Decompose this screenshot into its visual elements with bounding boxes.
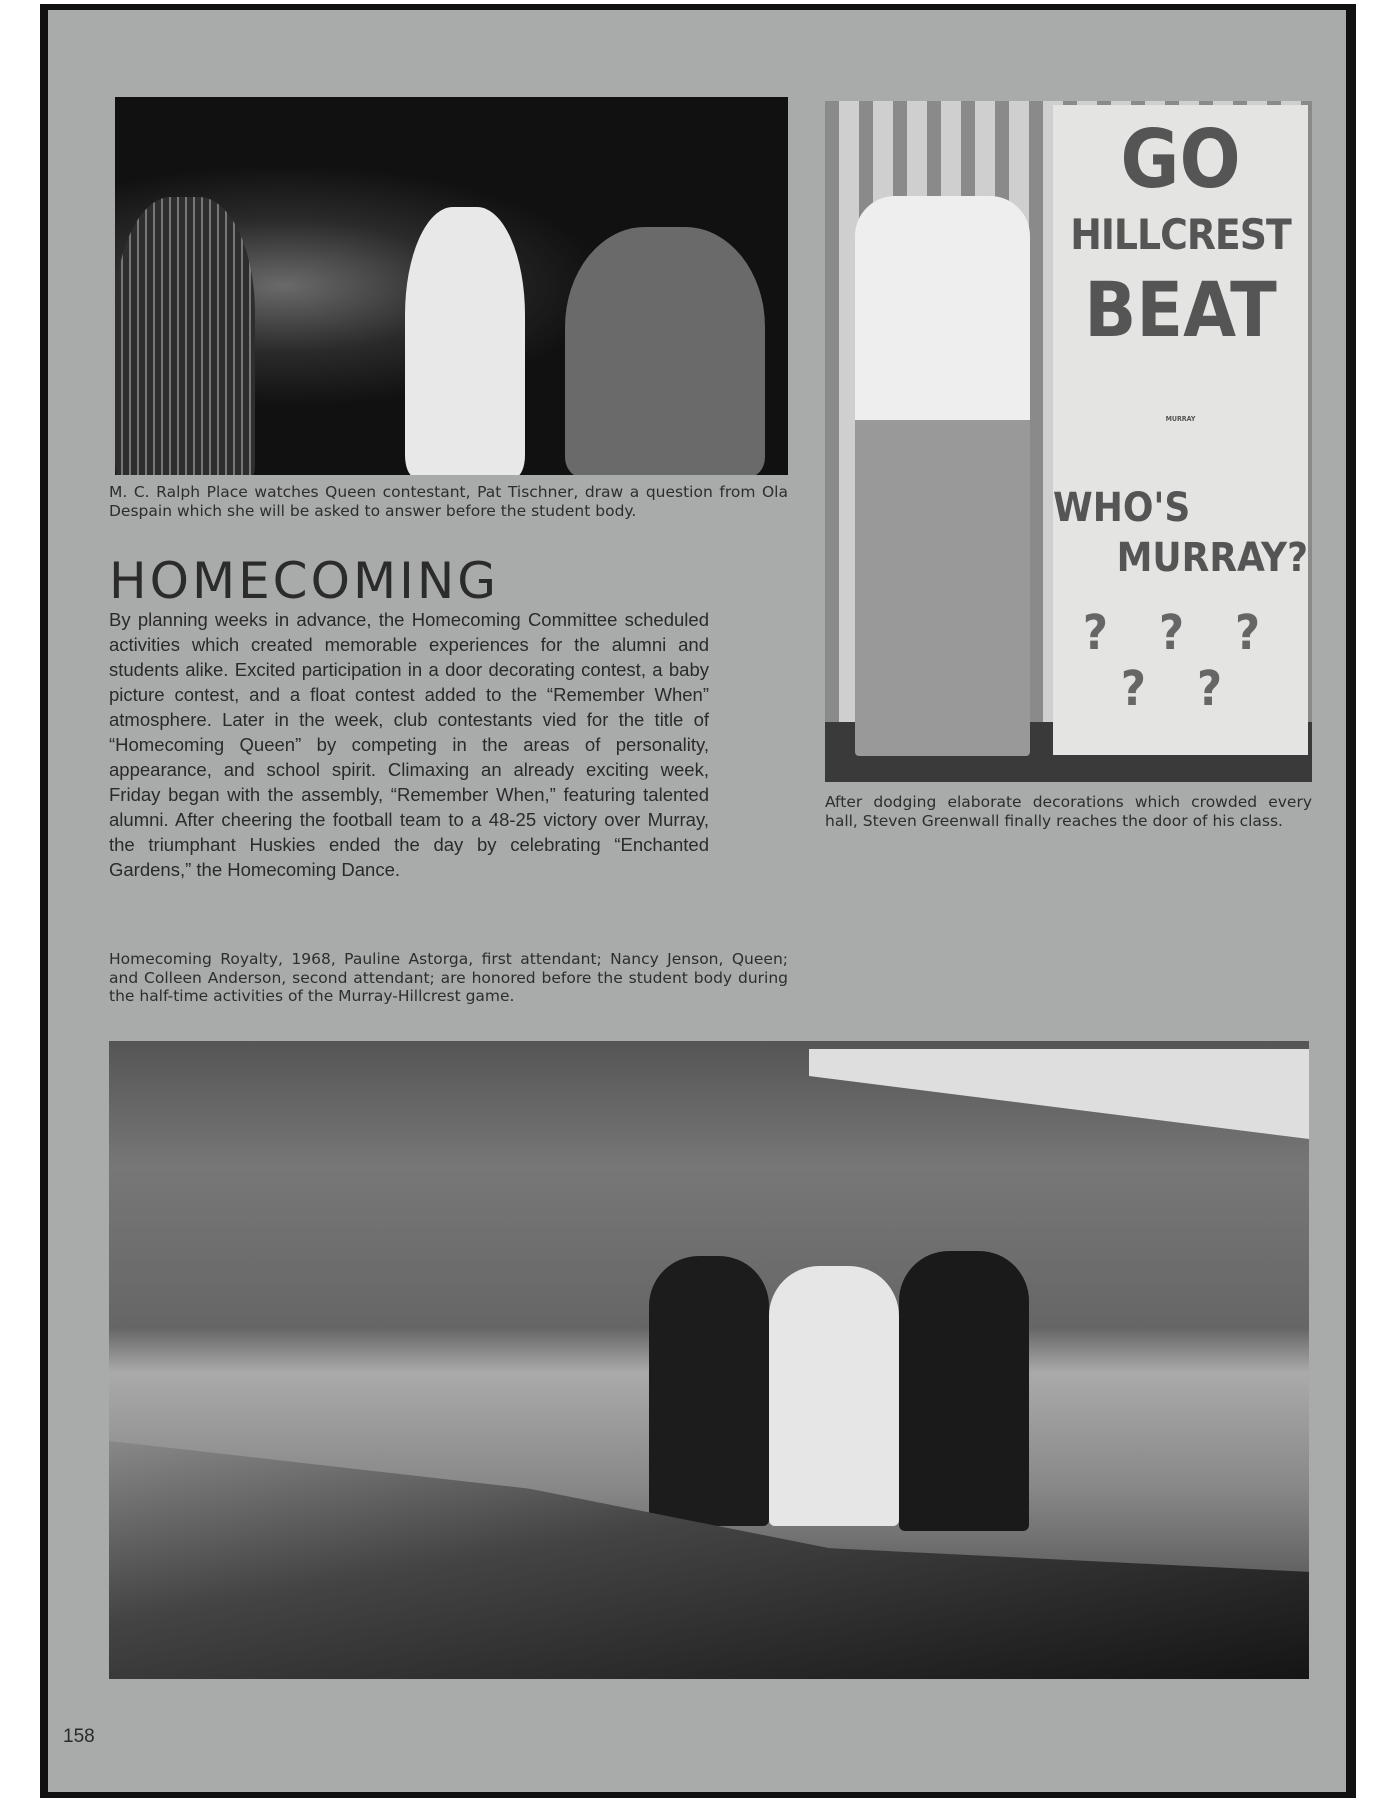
photo-figure-queen — [769, 1266, 899, 1526]
photo-figure-ola — [565, 227, 765, 475]
photo-queen-contestant-question — [115, 97, 788, 475]
caption-top-left: M. C. Ralph Place watches Queen contestant, Pat Tischner, draw a question from Ola Despain which she will be asked to answer before the student body. — [109, 483, 788, 520]
door-poster — [1053, 105, 1308, 755]
photo-homecoming-royalty — [109, 1041, 1309, 1679]
photo-figure-student — [855, 196, 1030, 756]
poster-text-go: GO — [1120, 113, 1241, 206]
photo-sky — [809, 1049, 1309, 1139]
poster-text-hillcrest: HILLCREST — [1070, 210, 1291, 259]
caption-bottom: Homecoming Royalty, 1968, Pauline Astorga, first attendant; Nancy Jenson, Queen; and Colleen Anderson, second attendant; are honored before the student body during the half-time activities of the Murray-Hillcrest game. — [109, 950, 788, 1005]
poster-text-murray-small: MURRAY — [1165, 415, 1196, 423]
page-title: HOMECOMING — [109, 552, 499, 610]
poster-text-whos: WHO'S — [1053, 485, 1191, 531]
photo-figure-attendant-2 — [899, 1251, 1029, 1531]
poster-question-marks: ? ? ? ? ? — [1082, 605, 1279, 717]
poster-text-beat: BEAT — [1084, 265, 1277, 354]
photo-figure-mc — [115, 197, 255, 475]
photo-figure-contestant — [405, 207, 525, 475]
photo-door-decoration — [825, 101, 1312, 782]
page-number: 158 — [63, 1726, 95, 1747]
photo-figure-attendant-1 — [649, 1256, 769, 1526]
poster-text-murray: MURRAY? — [1116, 535, 1308, 581]
caption-top-right: After dodging elaborate decorations which crowded every hall, Steven Greenwall finally reaches the door of his class. — [825, 793, 1312, 830]
article-body: By planning weeks in advance, the Homecoming Committee scheduled activities which created memorable experiences for the alumni and students alike. Excited participation in a door decorating contest, a baby picture contest, and a float contest added to the “Remember When” atmosphere. Later in the week, club contestants vied for the title of “Homecoming Queen” by competing in the areas of personality, appearance, and school spirit. Climaxing an already exciting week, Friday began with the assembly, “Remember When,” featuring talented alumni. After cheering the football team to a 48-25 victory over Murray, the triumphant Huskies ended the day by celebrating “Enchanted Gardens,” the Homecoming Dance. — [109, 609, 709, 880]
